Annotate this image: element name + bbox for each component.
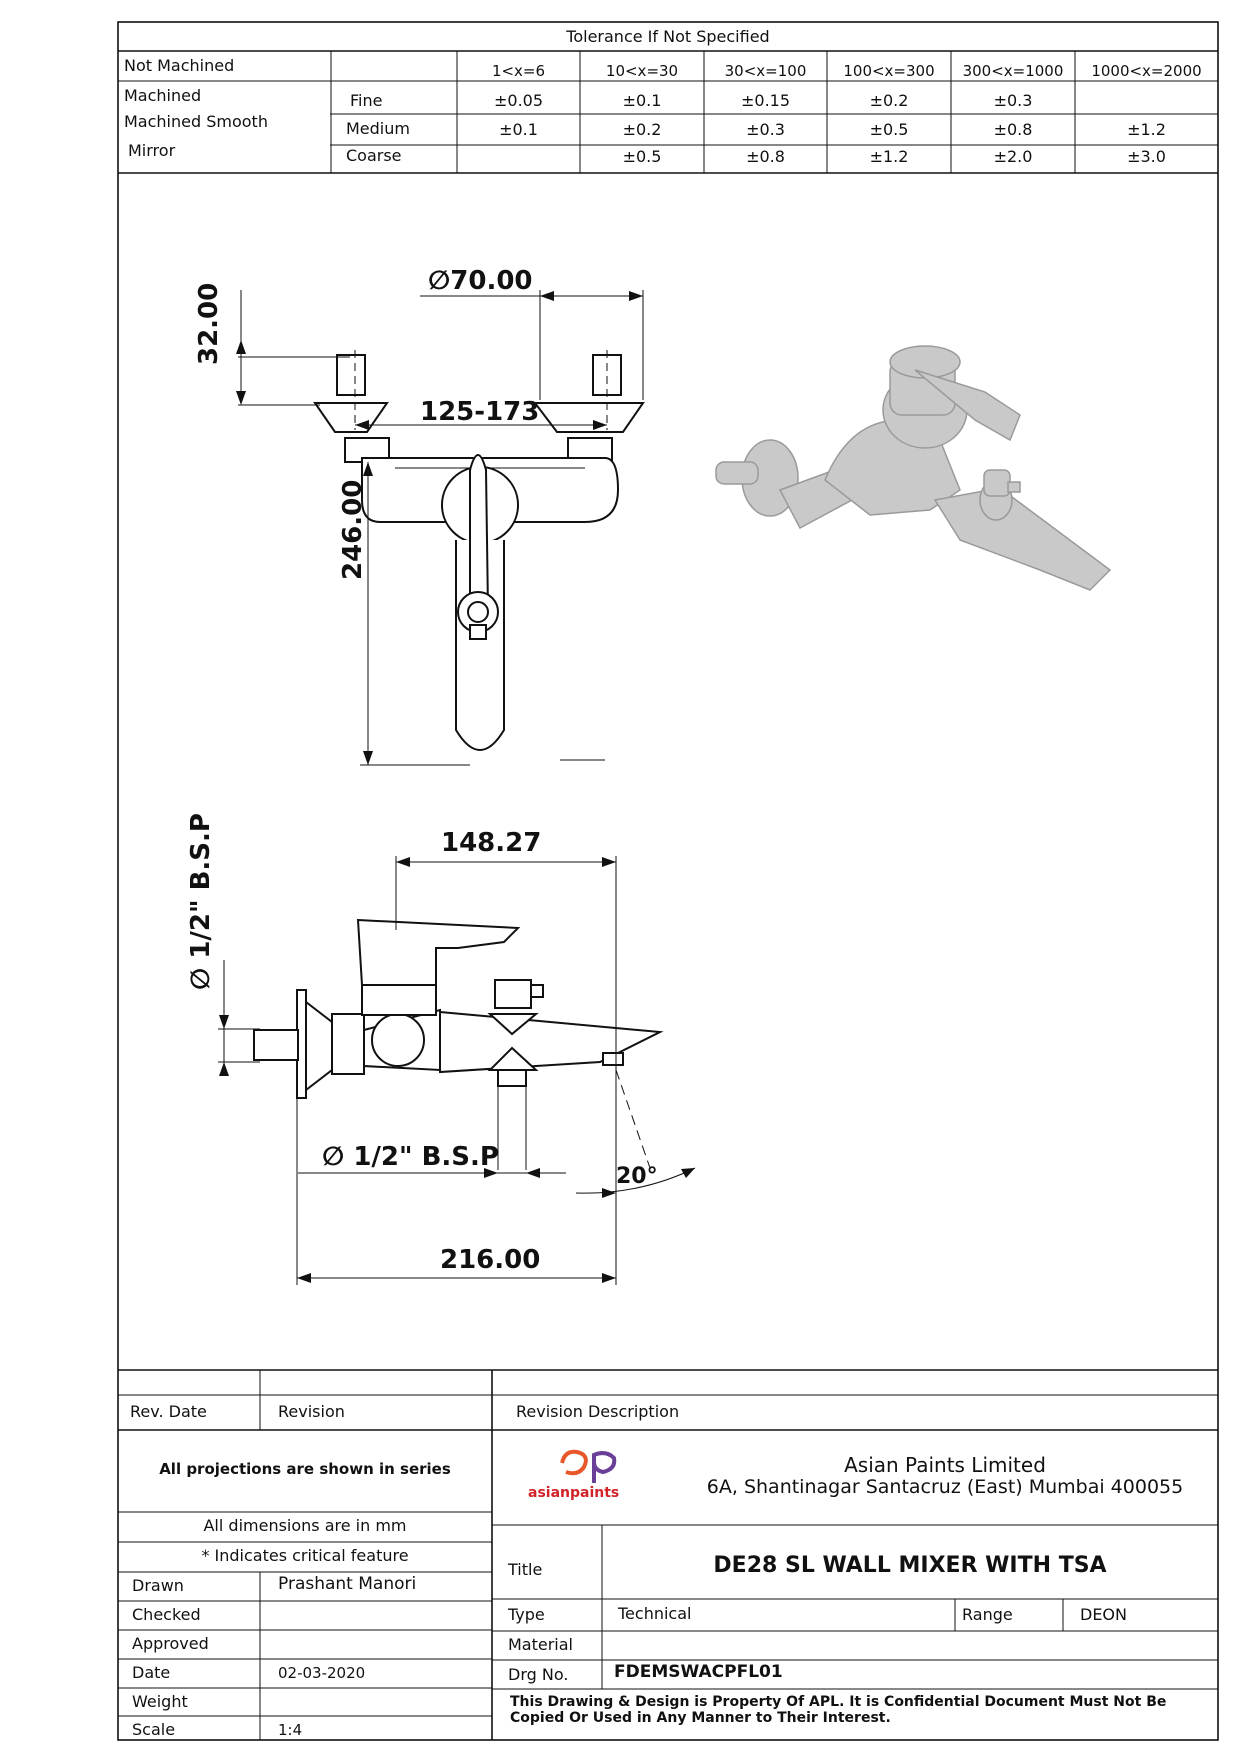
range-label: Range xyxy=(962,1605,1013,1624)
dim-diameter-70: ∅70.00 xyxy=(428,266,533,296)
type-value: Technical xyxy=(618,1604,692,1623)
dim-span: 125-173 xyxy=(420,397,540,427)
side-view xyxy=(218,856,695,1285)
range-header: 10<x=30 xyxy=(605,62,679,80)
drg-label: Drg No. xyxy=(508,1665,569,1684)
tol-medium: ±0.5 xyxy=(869,120,909,139)
row-label-not-machined: Not Machined xyxy=(124,56,235,75)
range-header: 300<x=1000 xyxy=(962,62,1064,80)
tol-fine: ±0.15 xyxy=(740,91,791,110)
grade-medium: Medium xyxy=(346,119,410,138)
range-header: 100<x=300 xyxy=(843,62,935,80)
confidential-note: This Drawing & Design is Property Of APL. It is Confidential Document Must Not Be Copied Or Used in Any Manner to Their Interest. xyxy=(510,1694,1167,1726)
drawn-label: Drawn xyxy=(132,1576,184,1595)
row-label-machined-smooth: Machined Smooth xyxy=(124,112,268,131)
diameter-icon: ∅ xyxy=(428,266,451,296)
type-label: Type xyxy=(508,1605,545,1624)
grade-coarse: Coarse xyxy=(346,146,402,165)
revision-desc-label: Revision Description xyxy=(516,1402,680,1421)
tol-coarse: ±3.0 xyxy=(1127,147,1166,166)
diameter-icon: ∅ xyxy=(186,958,216,990)
asianpaints-logo-mark xyxy=(562,1452,614,1483)
tol-medium: ±0.8 xyxy=(993,120,1033,139)
drawing-title: DE28 SL WALL MIXER WITH TSA xyxy=(713,1553,1107,1578)
scale-label: Scale xyxy=(132,1720,176,1739)
range-header: 1<x=6 xyxy=(491,62,546,80)
checked-label: Checked xyxy=(132,1605,201,1624)
drg-value: FDEMSWACPFL01 xyxy=(614,1662,783,1682)
units-note: All dimensions are in mm xyxy=(203,1516,407,1535)
company-address: 6A, Shantinagar Santacruz (East) Mumbai 400055 xyxy=(706,1476,1184,1498)
dim-angle: 20° xyxy=(616,1164,658,1189)
material-label: Material xyxy=(508,1635,573,1654)
drawn-value: Prashant Manori xyxy=(278,1574,417,1594)
grade-fine: Fine xyxy=(350,91,383,110)
title-label: Title xyxy=(508,1560,543,1579)
tol-fine: ±0.3 xyxy=(993,91,1033,110)
tol-fine: ±0.2 xyxy=(869,91,909,110)
tol-coarse: ±0.8 xyxy=(746,147,785,166)
revision-label: Revision xyxy=(278,1402,345,1421)
tol-fine: ±0.05 xyxy=(493,91,544,110)
approved-label: Approved xyxy=(132,1634,209,1653)
scale-value: 1:4 xyxy=(278,1721,303,1739)
front-view xyxy=(236,290,643,765)
tol-fine: ±0.1 xyxy=(622,91,662,110)
dim-height-246: 246.00 xyxy=(338,479,368,580)
row-label-mirror: Mirror xyxy=(128,141,176,160)
critical-note: * Indicates critical feature xyxy=(201,1546,409,1565)
diameter-icon: ∅ xyxy=(322,1142,354,1172)
rev-date-label: Rev. Date xyxy=(130,1402,207,1421)
date-label: Date xyxy=(132,1663,171,1682)
projections-note: All projections are shown in series xyxy=(159,1460,451,1478)
dim-width-148: 148.27 xyxy=(441,828,542,858)
dim-width-216: 216.00 xyxy=(440,1245,541,1275)
logo-text: asianpaints xyxy=(528,1485,620,1501)
company-name: Asian Paints Limited xyxy=(844,1453,1046,1477)
dim-height-32: 32.00 xyxy=(194,282,224,365)
isometric-view xyxy=(716,346,1110,590)
tol-coarse: ±0.5 xyxy=(622,147,662,166)
tol-coarse: ±2.0 xyxy=(993,147,1033,166)
dim-bsp-vertical: ∅ 1/2" B.S.P xyxy=(186,813,216,990)
date-value: 02-03-2020 xyxy=(278,1664,366,1682)
tol-medium: ±1.2 xyxy=(1127,120,1166,139)
tolerance-title: Tolerance If Not Specified xyxy=(566,27,770,46)
tol-coarse: ±1.2 xyxy=(869,147,909,166)
dim-bsp-horizontal: ∅ 1/2" B.S.P xyxy=(322,1142,499,1172)
range-header: 1000<x=2000 xyxy=(1091,62,1202,80)
row-label-machined: Machined xyxy=(124,86,202,105)
weight-label: Weight xyxy=(132,1692,188,1711)
tol-medium: ±0.2 xyxy=(622,120,662,139)
tol-medium: ±0.3 xyxy=(746,120,785,139)
range-header: 30<x=100 xyxy=(724,62,807,80)
tol-medium: ±0.1 xyxy=(499,120,538,139)
range-value: DEON xyxy=(1080,1605,1127,1624)
